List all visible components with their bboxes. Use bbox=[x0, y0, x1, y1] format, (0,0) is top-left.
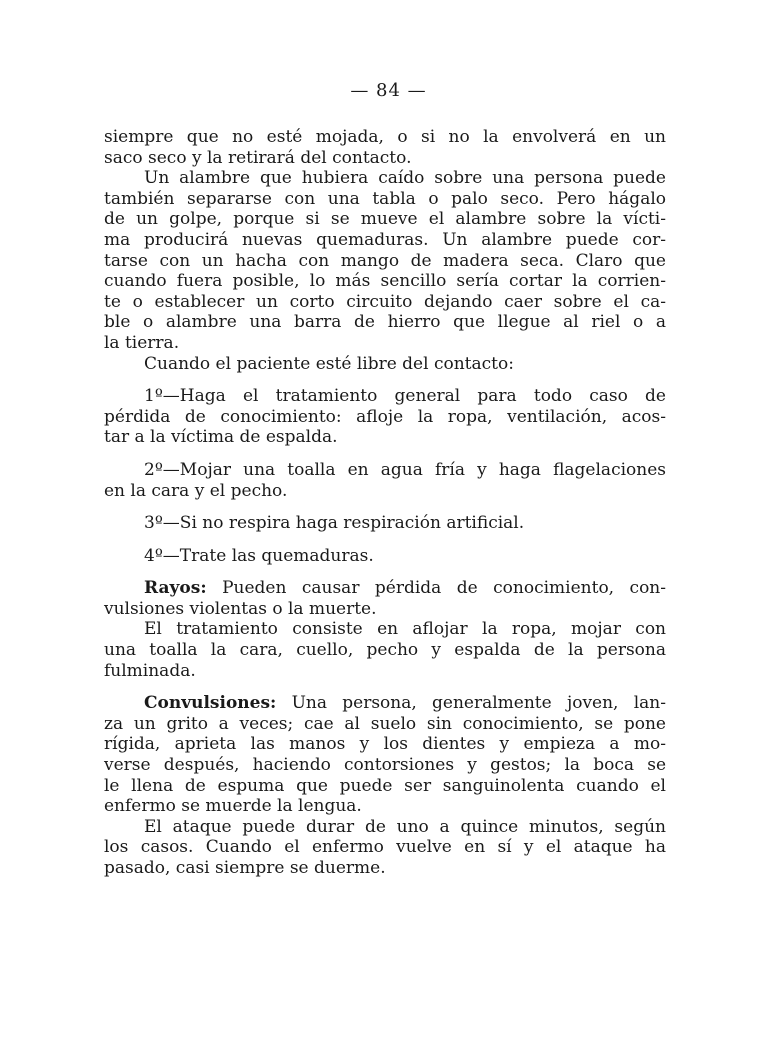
text-line: 4º—Trate las quemaduras. bbox=[144, 545, 374, 566]
text-line: saco seco y la retirará del contacto. bbox=[104, 147, 412, 168]
text-line: pérdida de conocimiento: afloje la ropa, ventilación, acos- bbox=[104, 406, 666, 427]
text-line: tarse con un hacha con mango de madera seca. Claro que bbox=[104, 250, 666, 271]
section-heading-line bbox=[104, 578, 666, 599]
text-line: también separarse con una tabla o palo seco. Pero hágalo bbox=[104, 188, 666, 209]
text-fragment: Pueden causar pérdida de conocimiento, con- bbox=[206, 578, 666, 599]
section-heading: Convulsiones: bbox=[144, 693, 277, 714]
text-line: ble o alambre una barra de hierro que llegue al riel o a bbox=[104, 312, 666, 333]
text-line: una toalla la cara, cuello, pecho y espalda de la persona bbox=[104, 640, 666, 661]
text-line: pasado, casi siempre se duerme. bbox=[104, 858, 386, 878]
text-line: za un grito a veces; cae al suelo sin conocimiento, se pone bbox=[104, 713, 666, 734]
text-line: ma producirá nuevas quemaduras. Un alambre puede cor- bbox=[104, 229, 666, 250]
text-line: fulminada. bbox=[104, 660, 196, 681]
text-line: 1º—Haga el tratamiento general para todo caso de bbox=[144, 386, 666, 407]
text-line: 3º—Si no respira haga respiración artificial. bbox=[144, 513, 525, 534]
text-line: verse después, haciendo contorsiones y gestos; la boca se bbox=[104, 755, 666, 776]
text-line: enfermo se muerde la lengua. bbox=[104, 796, 362, 817]
text-line: El tratamiento consiste en aflojar la ropa, mojar con bbox=[144, 619, 666, 640]
text-line: Cuando el paciente esté libre del contacto: bbox=[144, 353, 514, 374]
paragraph-gap bbox=[104, 374, 666, 386]
page-number: — 84 — bbox=[350, 80, 427, 101]
text-line: siempre que no esté mojada, o si no la envolverá en un bbox=[104, 127, 666, 147]
text-line: cuando fuera posible, lo más sencillo sería cortar la corrien- bbox=[104, 271, 666, 292]
paragraph-gap bbox=[104, 566, 666, 578]
text-line: tar a la víctima de espalda. bbox=[104, 427, 338, 448]
text-line: de un golpe, porque si se mueve el alambre sobre la vícti- bbox=[104, 209, 666, 230]
paragraph-gap bbox=[104, 501, 666, 513]
section-heading: Rayos: bbox=[144, 578, 207, 599]
text-line: te o establecer un corto circuito dejando caer sobre el ca- bbox=[104, 291, 666, 312]
paragraph-gap bbox=[104, 681, 666, 693]
text-line: 2º—Mojar una toalla en agua fría y haga flagelaciones bbox=[144, 459, 666, 480]
text-line: los casos. Cuando el enfermo vuelve en sí y el ataque ha bbox=[104, 837, 666, 858]
paragraph-gap bbox=[104, 448, 666, 460]
text-line: rígida, aprieta las manos y los dientes y empieza a mo- bbox=[104, 734, 666, 755]
text-line: El ataque puede durar de uno a quince minutos, según bbox=[144, 816, 666, 837]
text-line: le llena de espuma que puede ser sanguinolenta cuando el bbox=[104, 775, 666, 796]
text-line: vulsiones violentas o la muerte. bbox=[104, 598, 377, 619]
page-body bbox=[104, 127, 666, 879]
text-fragment: Una persona, generalmente joven, lan- bbox=[276, 693, 666, 714]
section-heading-line bbox=[104, 693, 666, 714]
paragraph-gap bbox=[104, 534, 666, 546]
text-line: la tierra. bbox=[104, 332, 180, 353]
text-line: en la cara y el pecho. bbox=[104, 480, 288, 501]
text-line: Un alambre que hubiera caído sobre una persona puede bbox=[144, 168, 666, 189]
